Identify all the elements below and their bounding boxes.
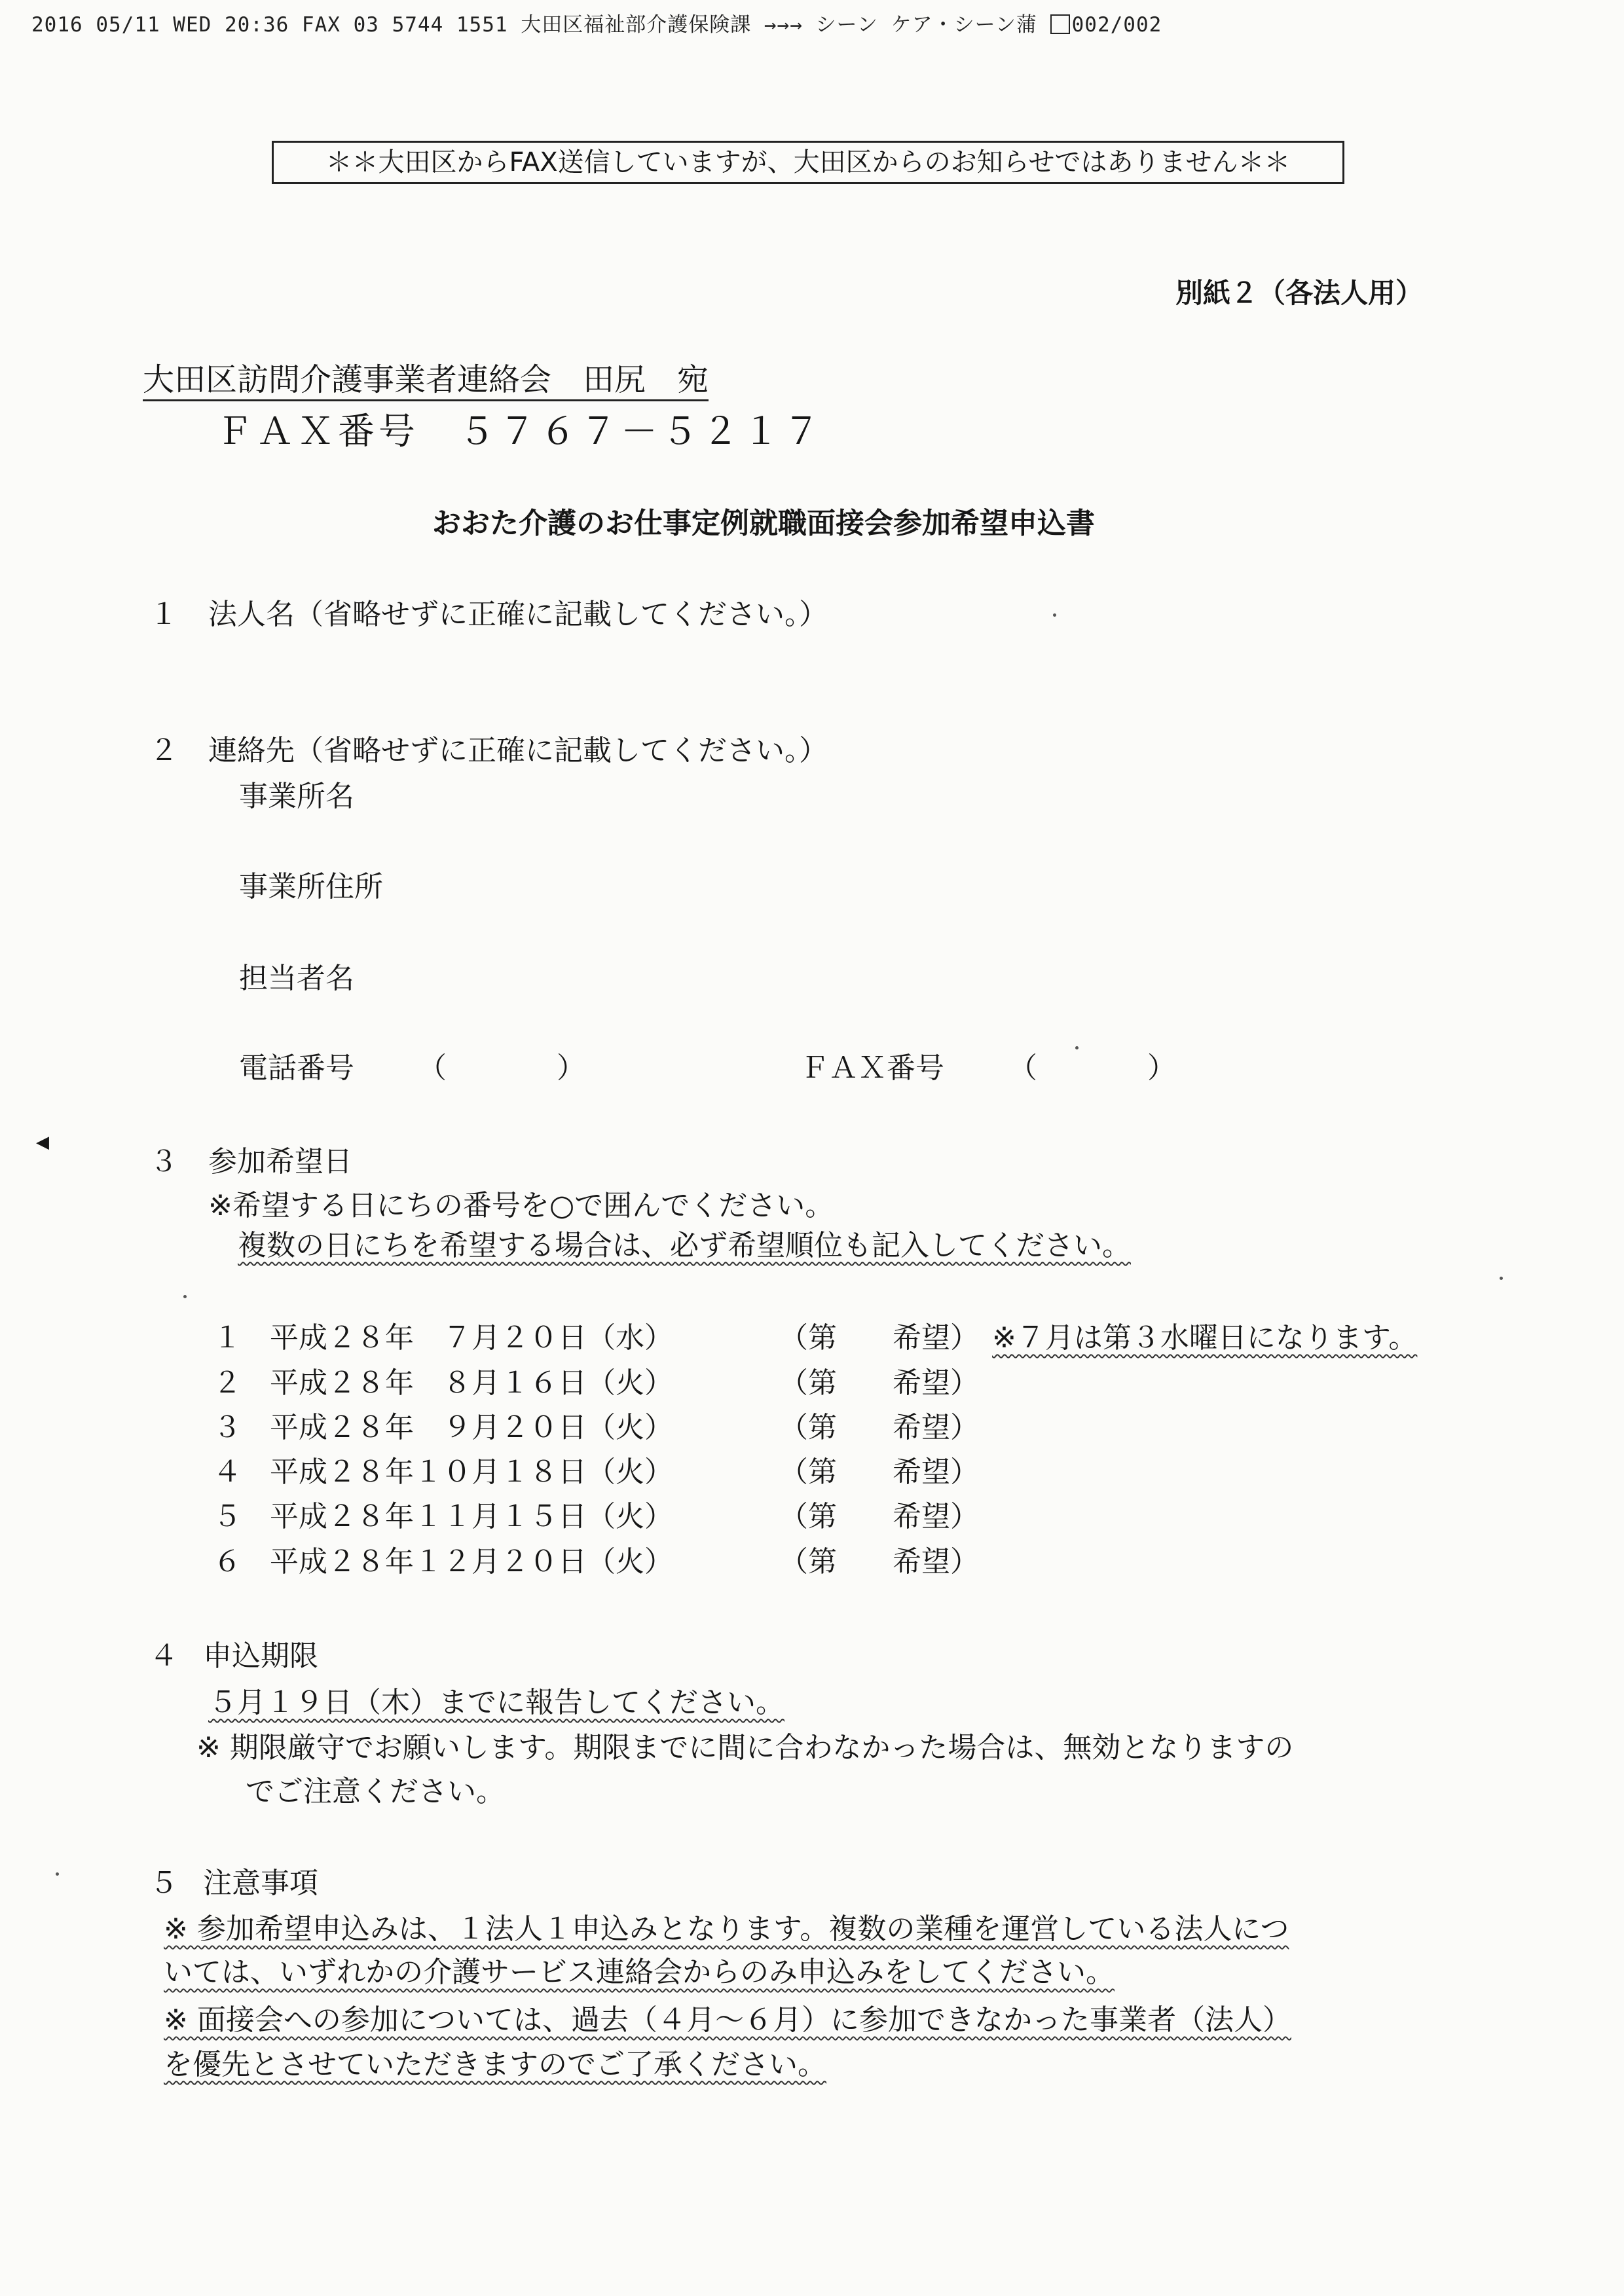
date-number: ２: [213, 1366, 242, 1400]
section3-label: 参加希望日: [208, 1145, 352, 1178]
scan-speck: [56, 1872, 59, 1876]
date-text: 平成２８年１１月１５日（火）: [270, 1500, 673, 1533]
section5-number: ５: [149, 1867, 178, 1900]
section1-label: 法人名（省略せずに正確に記載してください。）: [208, 598, 828, 631]
list-item: [0, 1448, 1624, 1487]
list-item: [0, 1359, 1624, 1398]
caution-line-3: ※ 面接会への参加については、過去（４月～６月）に参加できなかった事業者（法人）: [164, 2003, 1291, 2037]
fax-label: ＦＡＸ番号: [800, 1051, 944, 1085]
phone-label: 電話番号: [239, 1051, 354, 1085]
section2-number: ２: [149, 734, 178, 767]
fax-paren-open: （: [1008, 1051, 1037, 1085]
fax-page-checkbox-icon: [1050, 14, 1070, 34]
date-text: 平成２８年１０月１８日（火）: [270, 1455, 673, 1489]
scan-speck: [183, 1295, 187, 1298]
attachment-label: 別紙２（各法人用）: [1175, 277, 1424, 309]
list-item: [0, 1404, 1624, 1443]
office-name-label: 事業所名: [239, 780, 354, 813]
section4-number: ４: [149, 1639, 178, 1673]
list-item: [0, 1314, 1624, 1353]
rank-open: （第: [779, 1545, 837, 1578]
list-item: [0, 1538, 1624, 1577]
section3-note2: 複数の日にちを希望する場合は、必ず希望順位も記入してください。: [238, 1229, 1131, 1262]
caution-line-1: ※ 参加希望申込みは、１法人１申込みとなります。複数の業種を運営している法人につ: [164, 1912, 1289, 1946]
date-number: ４: [213, 1455, 242, 1489]
date-number: ３: [213, 1411, 242, 1444]
recipient-fax-number: ５７６７－５２１７: [458, 410, 824, 453]
scan-speck: [1075, 1046, 1079, 1049]
date-number: ６: [213, 1545, 242, 1578]
deadline-note-line2: でご注意ください。: [246, 1775, 505, 1808]
form-title: おおた介護のお仕事定例就職面接会参加希望申込書: [432, 507, 1095, 540]
fax-header-text: 2016 05/11 WED 20:36 FAX 03 5744 1551 大田区福祉部介護保険課 →→→ シーン ケア・シーン蒲: [31, 13, 1037, 37]
date-text: 平成２８年 ７月２０日（水）: [270, 1321, 673, 1355]
section3-number: ３: [149, 1145, 178, 1178]
section3-note1: ※希望する日にちの番号を○で囲んでください。: [208, 1189, 834, 1222]
caution-line-2: いては、いずれかの介護サービス連絡会からのみ申込みをしてください。: [164, 1956, 1115, 1989]
rank-open: （第: [779, 1411, 837, 1444]
recipient-fax-label: ＦＡＸ番号: [216, 410, 419, 453]
margin-arrow-icon: ◀: [36, 1133, 49, 1152]
rank-close: 希望）: [893, 1321, 979, 1355]
rank-close: 希望）: [893, 1411, 979, 1444]
date-text: 平成２８年 ８月１６日（火）: [270, 1366, 673, 1400]
phone-paren-close: ）: [557, 1051, 585, 1085]
deadline-note-line1: ※ 期限厳守でお願いします。期限までに間に合わなかった場合は、無効となりますの: [196, 1731, 1294, 1764]
fax-paren-close: ）: [1147, 1051, 1176, 1085]
scan-speck: [1500, 1277, 1503, 1280]
rank-open: （第: [779, 1366, 837, 1400]
contact-person-label: 担当者名: [239, 962, 354, 995]
date-text: 平成２８年 ９月２０日（火）: [270, 1411, 673, 1444]
scan-speck: [1053, 613, 1056, 617]
rank-open: （第: [779, 1321, 837, 1355]
notice-box: ＊＊大田区からFAX送信していますが、大田区からのお知らせではありません＊＊: [272, 141, 1344, 184]
date-note: ※７月は第３水曜日になります。: [992, 1321, 1418, 1355]
section4-label: 申込期限: [203, 1639, 318, 1673]
rank-close: 希望）: [893, 1545, 979, 1578]
rank-open: （第: [779, 1500, 837, 1533]
fax-header: [31, 8, 1162, 37]
rank-close: 希望）: [893, 1366, 979, 1400]
section1-number: １: [149, 598, 178, 631]
recipient-fax: [216, 403, 824, 455]
date-number: １: [213, 1321, 242, 1355]
caution-line-4: を優先とさせていただきますのでご了承ください。: [164, 2048, 826, 2081]
rank-close: 希望）: [893, 1455, 979, 1489]
date-number: ５: [213, 1500, 242, 1533]
recipient-org: 大田区訪問介護事業者連絡会 田尻 宛: [143, 360, 709, 401]
deadline-text: ５月１９日（木）までに報告してください。: [208, 1686, 784, 1719]
rank-open: （第: [779, 1455, 837, 1489]
rank-close: 希望）: [893, 1500, 979, 1533]
date-text: 平成２８年１２月２０日（火）: [270, 1545, 673, 1578]
phone-paren-open: （: [418, 1051, 447, 1085]
section2-label: 連絡先（省略せずに正確に記載してください。）: [208, 734, 828, 767]
office-address-label: 事業所住所: [239, 870, 383, 903]
list-item: [0, 1493, 1624, 1532]
section5-label: 注意事項: [203, 1867, 318, 1900]
fax-page-count: 002/002: [1071, 13, 1162, 37]
